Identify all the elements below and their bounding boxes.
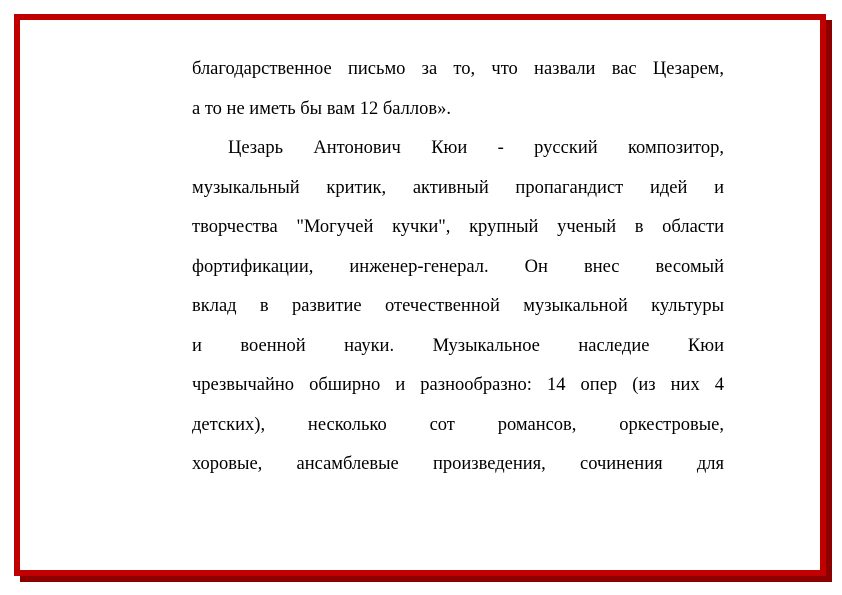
text-line: детских), несколько сот романсов, оркестровые, (192, 414, 724, 435)
text-line: благодарственное письмо за то, что назвали вас Цезарем, (192, 59, 724, 79)
text-line: фортификации, инженер-генерал. Он внес весомый (192, 256, 724, 277)
text-line: и военной науки. Музыкальное наследие Кюи (192, 335, 724, 356)
text-line: Цезарь Антонович Кюи - русский композитор, (228, 138, 724, 158)
text-line: хоровые, ансамблевые произведения, сочинения для (192, 454, 724, 474)
text-line: чрезвычайно обширно и разнообразно: 14 опер (из них 4 (192, 375, 724, 395)
paragraph-letter-quote (192, 50, 724, 129)
text-line: музыкальный критик, активный пропагандист идей и (192, 177, 724, 198)
text-line: вклад в развитие отечественной музыкальной культуры (192, 296, 724, 316)
text-line: а то не иметь бы вам 12 баллов». (192, 98, 451, 119)
paragraph-cui-biography (192, 129, 724, 485)
text-line: творчества "Могучей кучки", крупный ученый в области (192, 217, 724, 237)
body-text (192, 50, 724, 485)
